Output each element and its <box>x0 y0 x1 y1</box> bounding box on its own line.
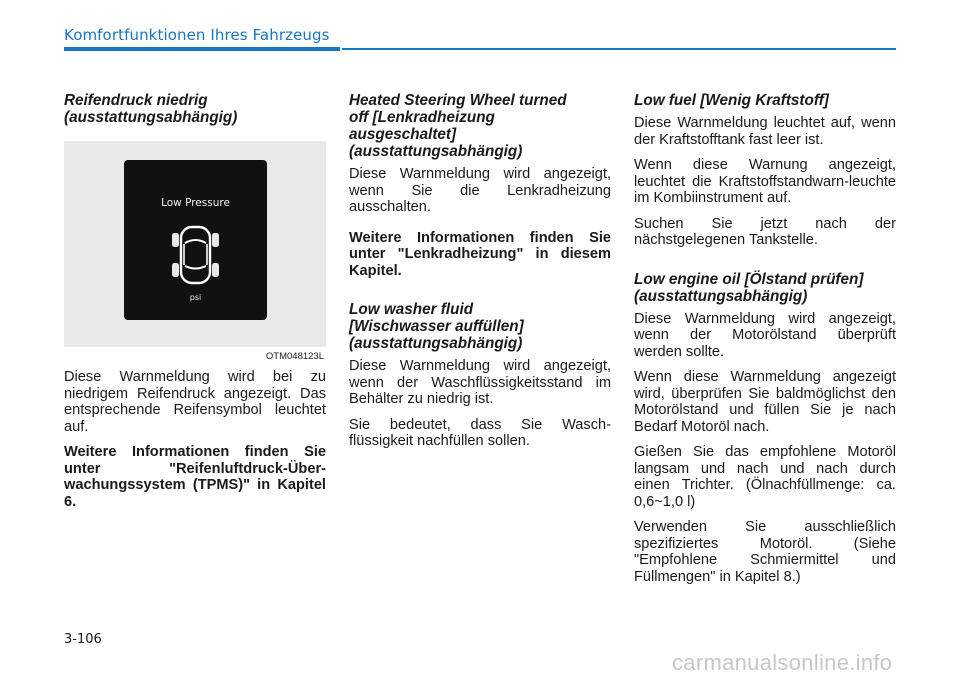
screen-unit-label: psi <box>189 293 202 302</box>
paragraph: Diese Warnmeldung wird angezeigt, wenn der Waschflüssigkeitsstand im Behälter zu niedrig ist. <box>349 358 611 407</box>
watermark: carmanualsonline.info <box>672 650 893 675</box>
paragraph: Wenn diese Warnmeldung angezeigt wird, überprüfen Sie baldmöglichst den Motorölstand und füllen Sie je nach Bedarf Motoröl nach. <box>634 369 896 435</box>
paragraph: Diese Warnmeldung wird bei zu niedrigem Reifendruck angezeigt. Das entsprechende Reifensymbol leuchtet auf. <box>64 369 326 435</box>
paragraph: Sie bedeutet, dass Sie Wasch-flüssigkeit nachfüllen sollen. <box>349 416 611 449</box>
section-title-line: Heated Steering Wheel turned <box>349 92 567 109</box>
section-title-low-engine-oil <box>634 271 896 305</box>
paragraph-bold: Weitere Informationen finden Sie unter "Reifenluftdruck-Über-wachungssystem (TPMS)" in Kapitel 6. <box>64 444 326 510</box>
page-number: 3-106 <box>64 632 102 647</box>
paragraph: Diese Warnmeldung wird angezeigt, wenn der Motorölstand überprüft werden sollte. <box>634 310 896 360</box>
section-title-line: Reifendruck niedrig <box>64 92 208 109</box>
section-title-low-fuel <box>634 92 896 109</box>
section-title-line: (ausstattungsabhängig) <box>349 335 523 352</box>
column-2 <box>349 92 611 450</box>
paragraph: Diese Warnmeldung leuchtet auf, wenn der Kraftstofftank fast leer ist. <box>634 115 896 148</box>
paragraph-bold: Weitere Informationen finden Sie unter "Lenkradheizung" in diesem Kapitel. <box>349 229 611 279</box>
column-3 <box>634 92 896 585</box>
header-title: Komfortfunktionen Ihres Fahrzeugs <box>64 26 330 44</box>
column-1 <box>64 92 326 510</box>
figure-code: OTM048123L <box>265 351 324 362</box>
section-title-line: (ausstattungsabhängig) <box>64 109 238 126</box>
header-rule <box>342 48 896 50</box>
paragraph: Diese Warnmeldung wird angezeigt, wenn Sie die Lenkradheizung ausschalten. <box>349 166 611 215</box>
section-title-line: ausgeschaltet] <box>349 126 457 143</box>
section-title-line: (ausstattungsabhängig) <box>349 143 523 160</box>
section-title-line: [Wischwasser auffüllen] <box>349 318 524 335</box>
section-title-line: Low washer fluid <box>349 301 474 318</box>
figure-low-pressure <box>64 141 326 362</box>
display-screen <box>124 160 267 320</box>
car-tire-icon <box>168 222 223 288</box>
paragraph: Wenn diese Warnung angezeigt, leuchtet die Kraftstoffstandwarn-leuchte im Kombiinstrument auf. <box>634 157 896 206</box>
paragraph: Suchen Sie jetzt nach der nächstgelegenen Tankstelle. <box>634 215 896 248</box>
section-title-line: Low engine oil [Ölstand prüfen] <box>634 270 864 288</box>
section-title-line: (ausstattungsabhängig) <box>634 287 808 305</box>
header-rule-accent <box>64 47 340 51</box>
paragraph: Gießen Sie das empfohlene Motoröl langsam und nach und nach durch einen Trichter. (Ölnachfüllmenge: ca. 0,6~1,0 l) <box>634 444 896 510</box>
paragraph: Verwenden Sie ausschließlich spezifiziertes Motoröl. (Siehe "Empfohlene Schmiermittel und Füllmengen" in Kapitel 8.) <box>634 519 896 585</box>
section-title-heated-steering-wheel <box>349 92 611 160</box>
section-title-low-washer-fluid <box>349 301 611 352</box>
section-title-line: Low fuel [Wenig Kraftstoff] <box>634 92 829 109</box>
section-title-low-tire-pressure <box>64 92 326 126</box>
section-title-line: off [Lenkradheizung <box>349 109 495 126</box>
screen-title: Low Pressure <box>161 197 230 209</box>
